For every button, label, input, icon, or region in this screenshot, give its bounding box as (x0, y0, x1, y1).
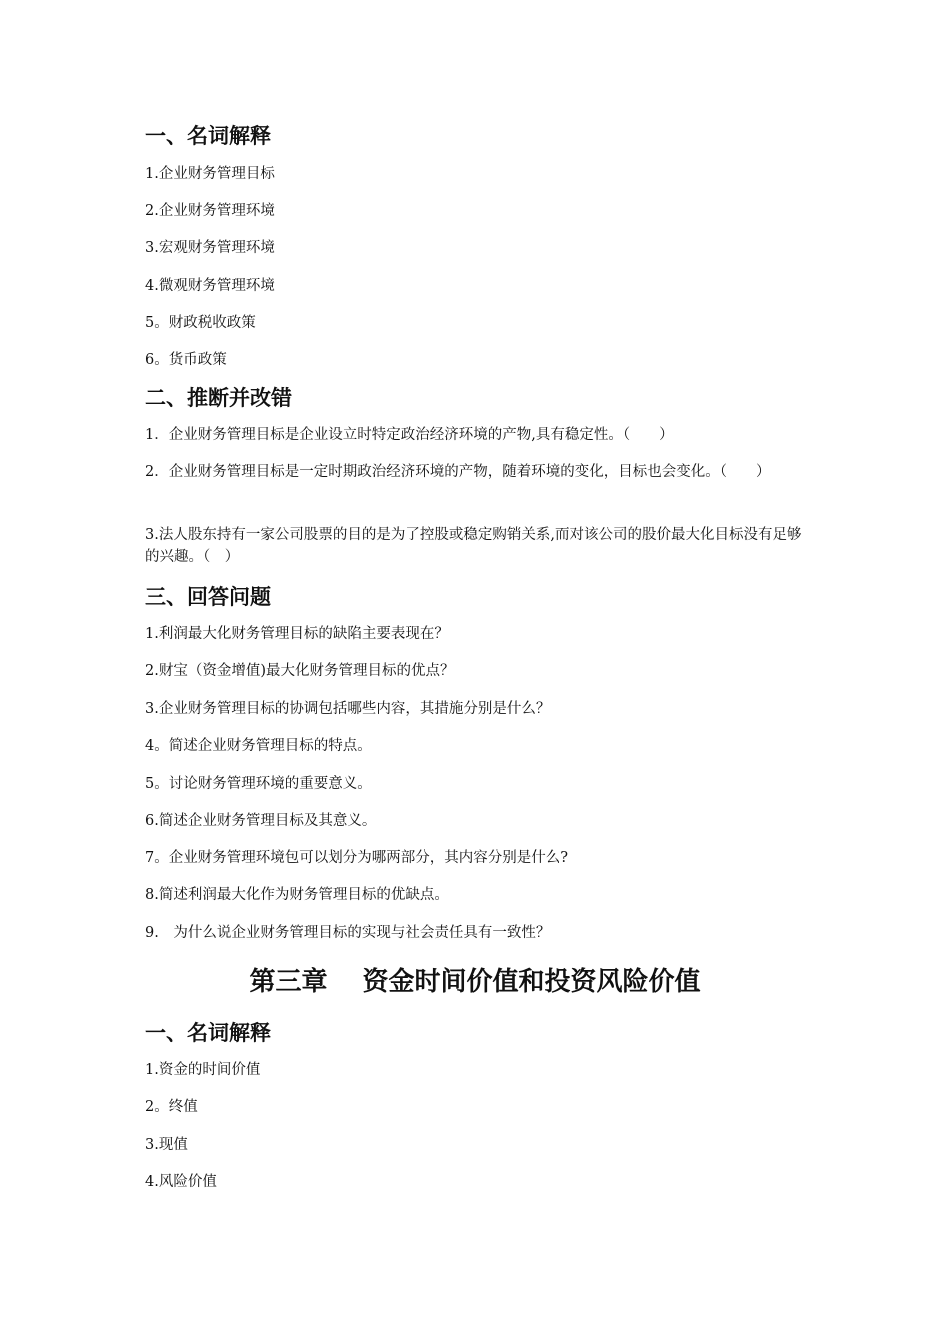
section-heading: 一、名词解释 (145, 1021, 271, 1045)
list-item: 9. 为什么说企业财务管理目标的实现与社会责任具有一致性？ (145, 925, 551, 941)
section-heading: 二、推断并改错 (145, 386, 292, 410)
list-item: 3.宏观财务管理环境 (145, 240, 275, 256)
list-item: 3.企业财务管理目标的协调包括哪些内容，其措施分别是什么？ (145, 701, 551, 717)
section-heading: 三、回答问题 (145, 585, 271, 609)
list-item: 6.简述企业财务管理目标及其意义。 (145, 813, 377, 829)
list-item: 8.简述利润最大化作为财务管理目标的优缺点。 (145, 887, 449, 903)
list-item: 4.微观财务管理环境 (145, 278, 275, 294)
list-item: 2.财宝（资金增值)最大化财务管理目标的优点？ (145, 663, 455, 679)
list-item: 1.资金的时间价值 (145, 1062, 261, 1078)
list-item: 1.企业财务管理目标 (145, 166, 275, 182)
section-heading: 一、名词解释 (145, 124, 271, 148)
list-item: 1．企业财务管理目标是企业设立时特定政治经济环境的产物,具有稳定性。（ ） (145, 427, 674, 443)
list-item: 3.法人股东持有一家公司股票的目的是为了控股或稳定购销关系,而对该公司的股价最大化目标没有足够的兴趣。（ ） (145, 527, 802, 565)
list-item: 7。企业财务管理环境包可以划分为哪两部分，其内容分别是什么? (145, 850, 568, 866)
chapter-title: 第三章 资金时间价值和投资风险价值 (249, 967, 701, 997)
list-item: 2。终值 (145, 1099, 198, 1115)
list-item: 4。简述企业财务管理目标的特点。 (145, 738, 372, 754)
list-item: 5。讨论财务管理环境的重要意义。 (145, 776, 372, 792)
list-item: 6。货币政策 (145, 352, 227, 368)
list-item: 5。财政税收政策 (145, 315, 256, 331)
list-item: 2.企业财务管理环境 (145, 203, 275, 219)
list-item: 4.风险价值 (145, 1174, 217, 1190)
list-item: 3.现值 (145, 1137, 188, 1153)
list-item: 1.利润最大化财务管理目标的缺陷主要表现在？ (145, 626, 449, 642)
list-item: 2．企业财务管理目标是一定时期政治经济环境的产物，随着环境的变化，目标也会变化。（ ） (145, 464, 771, 480)
